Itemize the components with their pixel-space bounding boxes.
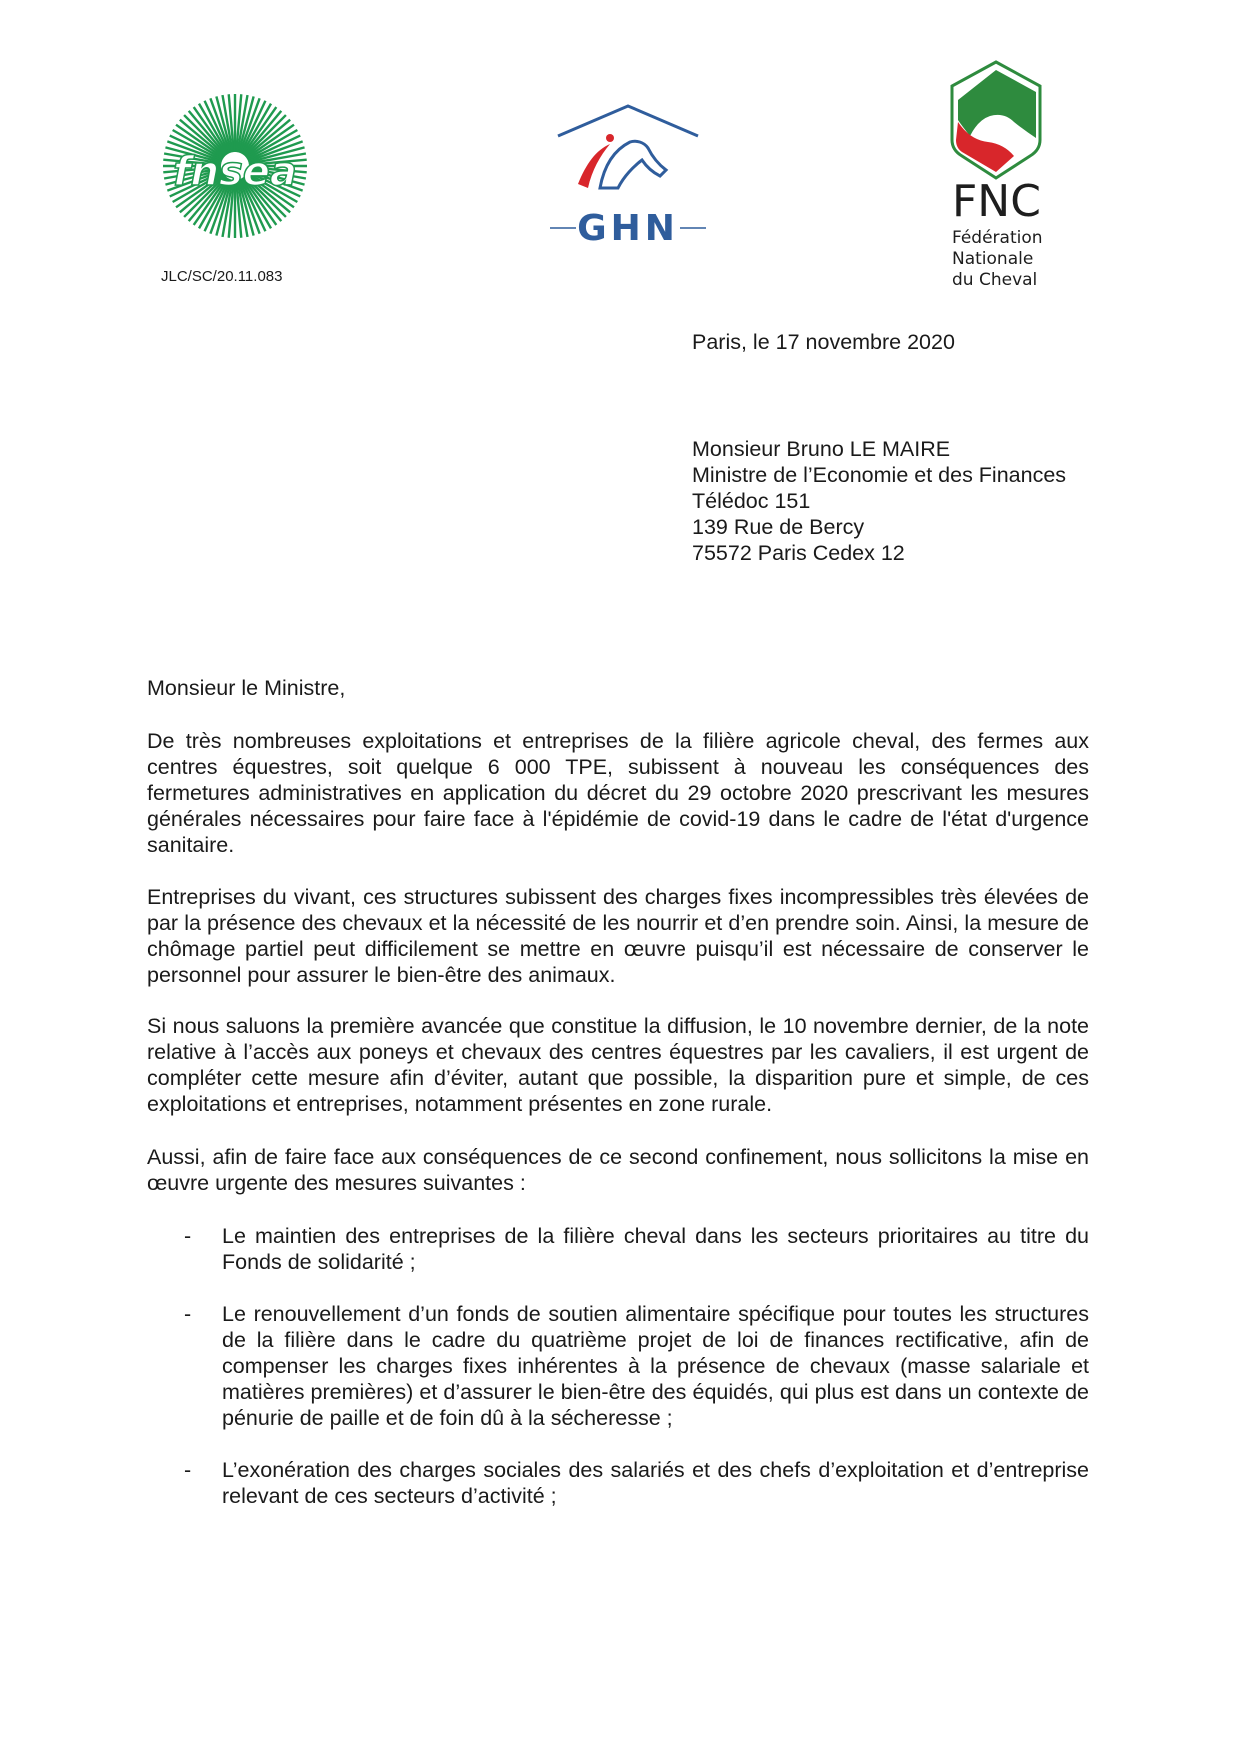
paragraph: Aussi, afin de faire face aux conséquences de ce second confinement, nous sollicitons la mise en œuvre urgente des mesures suivantes : [147, 1145, 1089, 1195]
ghn-logo [548, 104, 708, 248]
list-item [147, 1457, 1089, 1509]
salutation: Monsieur le Ministre, [147, 676, 346, 700]
bullet-dash: - [184, 1302, 192, 1326]
reference-number: JLC/SC/20.11.083 [161, 268, 283, 285]
list-item [147, 1223, 1089, 1275]
fnc-logo [948, 60, 1058, 290]
fnc-line2: Nationale [952, 249, 1034, 269]
bullet-dash: - [184, 1224, 192, 1248]
paragraph: De très nombreuses exploitations et entreprises de la filière agricole cheval, des fermes aux centres équestres, soit quelque 6 000 TPE, subissent à nouveau les conséquences des fermetures administratives en application du décret du 29 octobre 2020 prescrivant les mesures générales nécessaires pour faire face à l'épidémie de covid-19 dans le cadre de l'état d'urgence sanitaire. [147, 729, 1089, 857]
paragraph: Entreprises du vivant, ces structures subissent des charges fixes incompressibles très élevées de par la présence des chevaux et la nécessité de les nourrir et d’en prendre soin. Ainsi, la mesure de chômage partiel peut difficilement se mettre en œuvre puisqu’il est nécessaire de conserver le personnel pour assurer le bien-être des animaux. [147, 885, 1089, 987]
recipient-title: Ministre de l’Economie et des Finances [692, 463, 1067, 487]
letter-date: Paris, le 17 novembre 2020 [692, 330, 955, 354]
list-item-text: L’exonération des charges sociales des salariés et des chefs d’exploitation et d’entreprise relevant de ces secteurs d’activité ; [222, 1458, 1089, 1508]
measures-list [147, 1223, 1089, 1535]
fnc-line3: du Cheval [952, 270, 1038, 290]
list-item-text: Le renouvellement d’un fonds de soutien alimentaire spécifique pour toutes les structures de la filière dans le cadre du quatrième projet de loi de finances rectificative, afin de compenser les charges fixes inhérentes à la présence de chevaux (masse salariale et matières premières) et d’assurer le bien-être des équidés, qui plus est dans un contexte de pénurie de paille et de foin dû à la sécheresse ; [222, 1302, 1089, 1430]
list-item [147, 1301, 1089, 1431]
recipient-street: 139 Rue de Bercy [692, 515, 865, 539]
recipient-name: Monsieur Bruno LE MAIRE [692, 437, 951, 461]
recipient-teledoc: Télédoc 151 [692, 489, 811, 513]
fnsea-logo-text: fnsea [173, 149, 297, 195]
fnsea-logo [160, 92, 310, 240]
recipient-address [692, 436, 1066, 566]
fnc-line1: Fédération [952, 228, 1043, 248]
fnc-abbr: FNC [952, 176, 1041, 227]
bullet-dash: - [184, 1458, 192, 1482]
recipient-city: 75572 Paris Cedex 12 [692, 541, 905, 565]
ghn-logo-text: GHN [577, 208, 679, 248]
list-item-text: Le maintien des entreprises de la filière cheval dans les secteurs prioritaires au titre du Fonds de solidarité ; [222, 1224, 1089, 1274]
paragraph: Si nous saluons la première avancée que constitue la diffusion, le 10 novembre dernier, de la note relative à l’accès aux poneys et chevaux des centres équestres par les cavaliers, il est urgent de compléter cette mesure afin d’éviter, autant que possible, la disparition pure et simple, de ces exploitations et entreprises, notamment présentes en zone rurale. [147, 1014, 1089, 1116]
